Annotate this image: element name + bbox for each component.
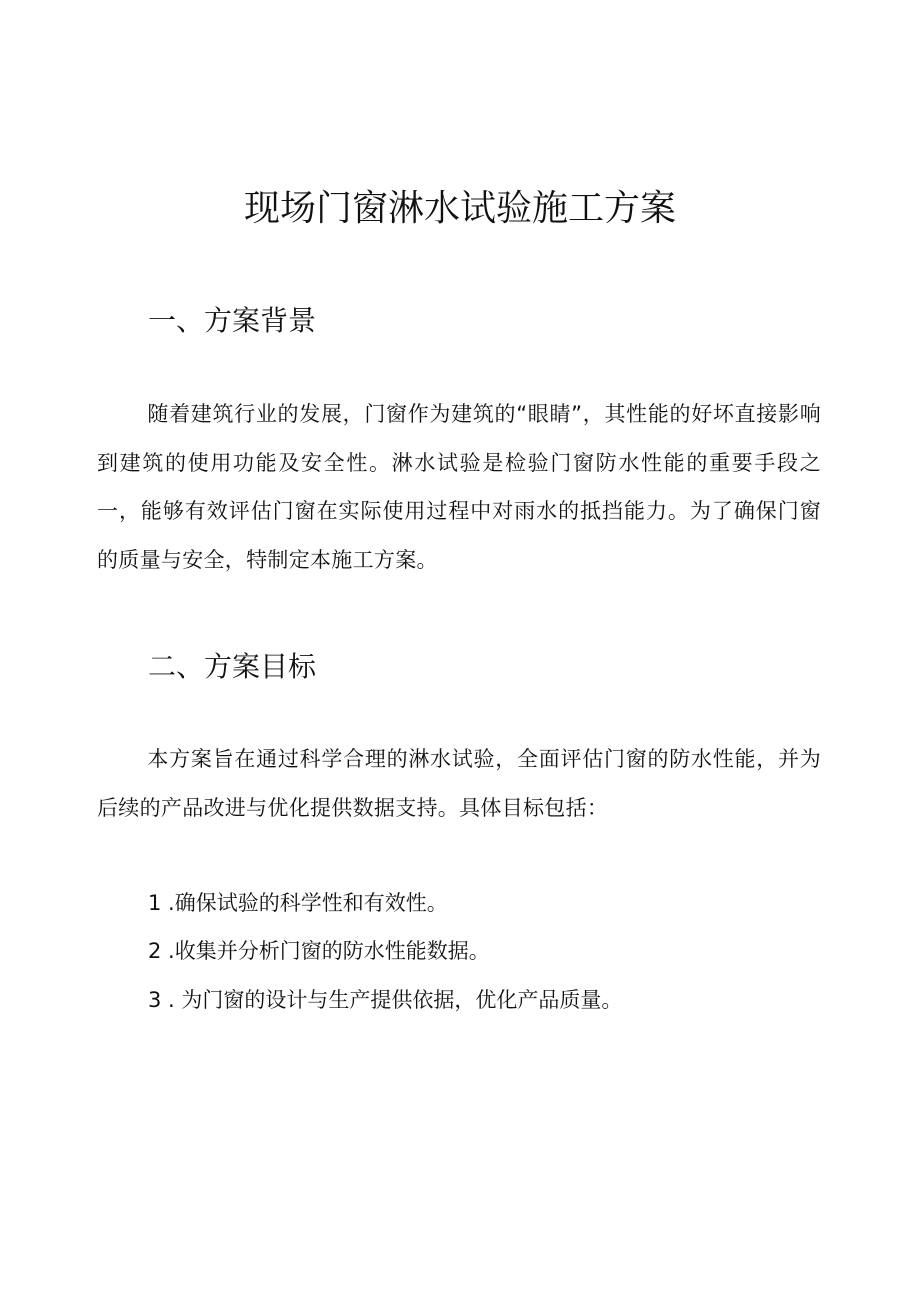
list-item: 1 .确保试验的科学性和有效性。 (148, 891, 448, 915)
list-item: 2 .收集并分析门窗的防水性能数据。 (148, 939, 490, 963)
section-heading-goals: 二、方案目标 (148, 650, 317, 683)
goals-paragraph: 本方案旨在通过科学合理的淋水试验，全面评估门窗的防水性能，并为后续的产品改进与优化提供数据支持。具体目标包括： (97, 747, 821, 820)
document-title: 现场门窗淋水试验施工方案 (243, 188, 676, 229)
section-heading-background: 一、方案背景 (148, 304, 317, 337)
background-paragraph: 随着建筑行业的发展，门窗作为建筑的“眼睛”，其性能的好坏直接影响到建筑的使用功能及安全性。淋水试验是检验门窗防水性能的重要手段之一，能够有效评估门窗在实际使用过程中对雨水的抵挡能力。为了确保门窗的质量与安全，特制定本施工方案。 (97, 402, 821, 572)
list-item: 3 . 为门窗的设计与生产提供依据，优化产品质量。 (148, 988, 623, 1012)
